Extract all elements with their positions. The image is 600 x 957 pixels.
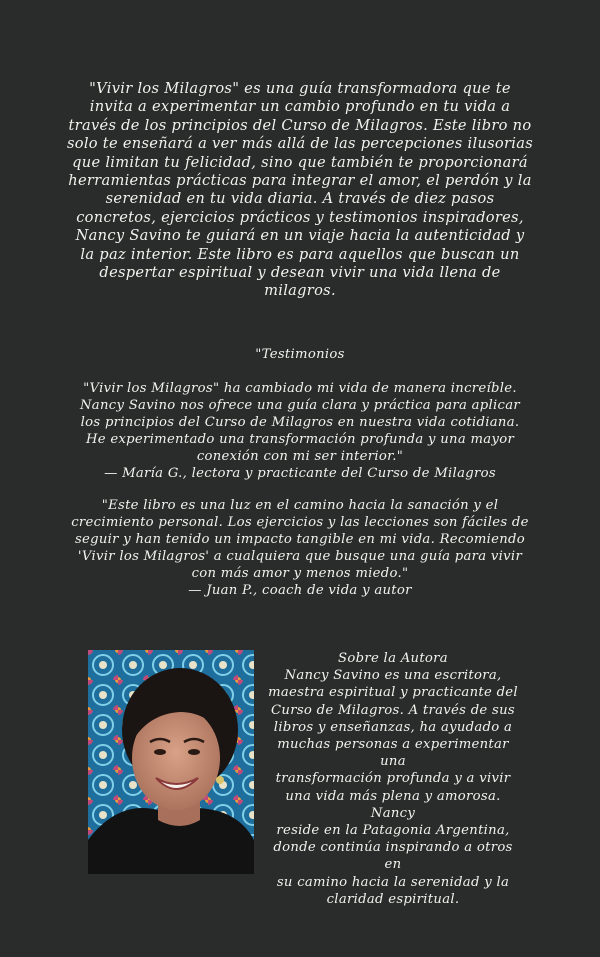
author-bio: Sobre la Autora Nancy Savino es una escritora, maestra espiritual y practicante del Curso de Milagros. A través de sus libros y enseñanzas, ha ayudado a muchas personas a experimentar una transformación profunda y a vivir una vida más plena y amorosa. Nancy reside en la Patagonia Argentina, donde continúa inspirando a otros en su camino hacia la serenidad y la claridad espiritual. (268, 651, 518, 907)
author-portrait-icon (88, 650, 254, 874)
book-synopsis: "Vivir los Milagros" es una guía transformadora que te invita a experimentar un cambio profundo en tu vida a través de los principios del Curso de Milagros. Este libro no solo te enseñará a ver más allá de las percepciones ilusorias que limitan tu felicidad, sino que también te proporcionará herramientas prácticas para integrar el amor, el perdón y la serenidad en tu vida diaria. A través de diez pasos concretos, ejercicios prácticos y testimonios inspiradores, Nancy Savino te guiará en un viaje hacia la autenticidad y la paz interior. Este libro es para aquellos que buscan un despertar espiritual y desean vivir una vida llena de milagros. (66, 80, 534, 300)
testimonials-heading: "Testimonios (255, 347, 345, 362)
testimonial-quote: "Este libro es una luz en el camino hacia la sanación y el crecimiento personal. Los ejercicios y las lecciones son fáciles de seguir y han tenido un impacto tangible en mi vida. Recomiendo 'Vivir los Milagros' a cualquiera que busque una guía para vivir con más amor y menos miedo." — Juan P., coach de vida y autor (71, 498, 529, 598)
author-photo (88, 650, 254, 874)
testimonial-quote: "Vivir los Milagros" ha cambiado mi vida de manera increíble. Nancy Savino nos ofrece una guía clara y práctica para aplicar los principios del Curso de Milagros en nuestra vida cotidiana. He experimentado una transformación profunda y una mayor conexión con mi ser interior." — María G., lectora y practicante del Curso de Milagros (79, 381, 521, 481)
